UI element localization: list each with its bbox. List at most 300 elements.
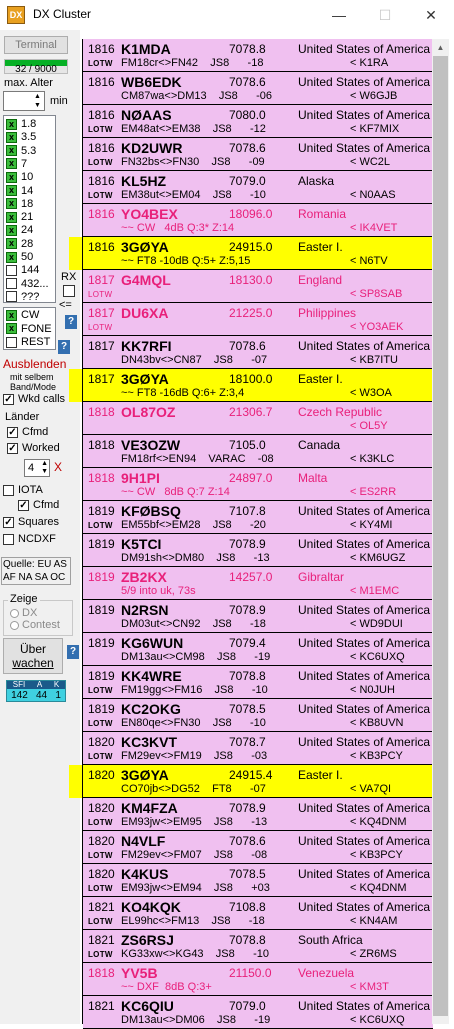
spot-row[interactable] — [83, 39, 433, 72]
spot-callsign: KK7RFI — [121, 338, 172, 354]
spot-country: Romania — [298, 207, 347, 221]
spot-spotter: < KC6UXQ — [350, 651, 405, 663]
spot-frequency: 7078.5 — [229, 867, 266, 881]
spot-time: 1820 — [88, 801, 115, 815]
checkbox-unchecked-icon[interactable] — [6, 278, 17, 289]
spot-time: 1820 — [88, 867, 115, 881]
spot-callsign: KC6QIU — [121, 998, 174, 1014]
spot-frequency: 18130.0 — [229, 273, 273, 287]
spot-callsign: KO4KQK — [121, 899, 181, 915]
spot-country: Canada — [298, 438, 341, 452]
spot-row[interactable] — [83, 699, 433, 732]
spot-time: 1819 — [88, 636, 115, 650]
spot-frequency: 7105.0 — [229, 438, 266, 452]
spot-frequency: 21225.0 — [229, 306, 273, 320]
spot-spotter: < OL5Y — [350, 420, 388, 432]
band-filter-item[interactable] — [6, 291, 39, 304]
band-filter-list — [3, 115, 56, 303]
ueberwachen-button[interactable] — [3, 638, 63, 674]
band-filter-item[interactable] — [6, 158, 27, 171]
band-filter-item[interactable] — [6, 118, 36, 131]
band-label: 1.8 — [21, 118, 37, 130]
checkbox-checked-icon[interactable] — [6, 323, 17, 334]
spot-spotter: < KM6UGZ — [350, 552, 406, 564]
checkbox-checked-icon[interactable] — [6, 132, 17, 143]
spot-time: 1819 — [88, 504, 115, 518]
spot-time: 1816 — [88, 42, 115, 56]
spot-info: EM38ut<>EM04 JS8 -10 — [121, 189, 266, 201]
spot-info: ~~ CW 8dB Q:7 Z:14 — [121, 486, 230, 498]
rx-checkbox[interactable] — [63, 285, 75, 297]
band-label: 24 — [21, 224, 34, 237]
spot-lotw-badge: LOTW — [88, 323, 113, 332]
spot-row[interactable] — [83, 963, 433, 996]
cfmd-checkbox[interactable] — [7, 426, 48, 438]
mode-label: CW — [21, 309, 40, 321]
checkbox-checked-icon[interactable] — [3, 394, 14, 405]
spot-country: United States of America — [298, 867, 431, 881]
spot-country: United States of America — [298, 75, 431, 89]
spot-time: 1816 — [88, 240, 115, 254]
spot-time: 1816 — [88, 75, 115, 89]
checkbox-checked-icon[interactable] — [6, 172, 17, 183]
spot-info: ~~ FT8 -10dB Q:5+ Z:5,15 — [121, 255, 251, 267]
spot-row[interactable] — [83, 666, 433, 699]
spot-callsign: KM4FZA — [121, 800, 178, 816]
spot-time: 1819 — [88, 669, 115, 683]
band-filter-item[interactable] — [6, 131, 36, 144]
spot-time: 1819 — [88, 537, 115, 551]
a-header: A — [36, 680, 43, 689]
spot-lotw-badge: LOTW — [88, 59, 113, 68]
spot-callsign: KD2UWR — [121, 140, 183, 156]
spot-frequency: 7080.0 — [229, 108, 266, 122]
zeige-label: Zeige — [10, 593, 38, 605]
mit-selbem-line1: mit selbem — [10, 372, 54, 382]
spot-time: 1818 — [88, 405, 115, 419]
sfi-value: 142 — [11, 690, 28, 701]
radio-icon[interactable] — [10, 621, 19, 630]
spot-spotter: < N6TV — [350, 255, 388, 267]
band-label: 50 — [21, 251, 34, 263]
spot-lotw-badge: LOTW — [88, 686, 113, 695]
checkbox-checked-icon[interactable] — [6, 238, 17, 249]
spot-spotter: < KC6UXQ — [350, 1014, 405, 1026]
spot-frequency: 7078.9 — [229, 603, 266, 617]
ncdxf-label: NCDXF — [18, 533, 56, 545]
spot-time: 1816 — [88, 141, 115, 155]
spot-time: 1818 — [88, 438, 115, 452]
spot-info: DM13au<>DM06 JS8 -19 — [121, 1014, 271, 1026]
spot-time: 1817 — [88, 273, 115, 287]
cfmd2-label: Cfmd — [33, 499, 60, 511]
ausblenden-label: Ausblenden — [3, 357, 67, 371]
spot-row[interactable] — [83, 798, 433, 831]
spot-info: KG33xw<>KG43 JS8 -10 — [121, 948, 269, 960]
mit-selbem-line2: Band/Mode — [10, 382, 57, 392]
spot-callsign: 3GØYA — [121, 371, 169, 387]
spot-row[interactable] — [83, 534, 433, 567]
spot-row[interactable] — [83, 765, 433, 798]
spot-row[interactable] — [83, 237, 433, 270]
spot-info: EM55bf<>EM28 JS8 -20 — [121, 519, 266, 531]
spot-country: United States of America — [298, 537, 431, 551]
spot-spotter: < KB8UVN — [350, 717, 404, 729]
spot-frequency: 7079.0 — [229, 999, 266, 1013]
spot-country: Philippines — [298, 306, 357, 320]
spot-row[interactable] — [83, 369, 433, 402]
band-filter-item[interactable] — [6, 171, 33, 184]
checkbox-unchecked-icon[interactable] — [6, 291, 17, 302]
spot-callsign: YV5B — [121, 965, 158, 981]
worked-label: Worked — [22, 442, 60, 454]
spot-lotw-badge: LOTW — [88, 158, 113, 167]
band-filter-item[interactable] — [6, 264, 39, 277]
mode-filter-item[interactable] — [6, 323, 52, 336]
mode-label: REST — [21, 336, 51, 348]
spot-info: EN80qe<>FN30 JS8 -10 — [121, 717, 266, 729]
spot-spotter: < W3OA — [350, 387, 392, 399]
spot-row[interactable] — [83, 501, 433, 534]
spot-callsign: NØAAS — [121, 107, 172, 123]
spot-lotw-badge: LOTW — [88, 950, 113, 959]
scroll-thumb[interactable] — [433, 56, 448, 1016]
spot-country: United States of America — [298, 339, 431, 353]
spot-frequency: 7078.7 — [229, 735, 266, 749]
spot-lotw-badge: LOTW — [88, 290, 113, 299]
band-filter-item[interactable] — [6, 251, 33, 264]
spot-frequency: 7078.6 — [229, 75, 266, 89]
spot-time: 1819 — [88, 702, 115, 716]
spot-spotter: < KQ4DNM — [350, 816, 407, 828]
mode-filter-item[interactable] — [6, 309, 39, 322]
checkbox-checked-icon[interactable] — [6, 212, 17, 223]
spot-row[interactable] — [83, 336, 433, 369]
band-filter-item[interactable] — [6, 224, 33, 237]
spot-time: 1817 — [88, 372, 115, 386]
spot-time: 1818 — [88, 966, 115, 980]
spot-row[interactable] — [83, 402, 433, 435]
band-label: 432... — [21, 277, 49, 290]
copy-left-arrow[interactable]: <= — [59, 299, 72, 311]
spot-callsign: 3GØYA — [121, 239, 169, 255]
checkbox-unchecked-icon[interactable] — [6, 337, 17, 348]
max-alter-label: max. Alter — [4, 77, 53, 89]
spot-spotter: < KY4MI — [350, 519, 393, 531]
spot-row[interactable] — [83, 138, 433, 171]
spot-spotter: < K1RA — [350, 57, 389, 69]
spot-lotw-badge: LOTW — [88, 884, 113, 893]
spot-row[interactable] — [83, 732, 433, 765]
band-filter-item[interactable] — [6, 238, 33, 251]
spot-row[interactable] — [83, 930, 433, 963]
spot-time: 1819 — [88, 603, 115, 617]
spot-callsign: KG6WUN — [121, 635, 184, 651]
checkbox-checked-icon[interactable] — [3, 517, 14, 528]
progress-bar — [4, 59, 68, 74]
spot-list[interactable] — [82, 39, 432, 1024]
spot-row[interactable] — [83, 600, 433, 633]
checkbox-checked-icon[interactable] — [6, 145, 17, 156]
spot-spotter: < KM3T — [350, 981, 389, 993]
spot-info: EM93jw<>EM94 JS8 +03 — [121, 882, 270, 894]
spot-frequency: 7078.8 — [229, 669, 266, 683]
band-filter-item[interactable] — [6, 145, 36, 158]
cfmd2-checkbox[interactable] — [18, 499, 59, 511]
spot-row[interactable] — [83, 72, 433, 105]
spot-spotter: < K3KLC — [350, 453, 395, 465]
spot-row[interactable] — [83, 897, 433, 930]
ncdxf-checkbox[interactable] — [3, 533, 56, 545]
spot-lotw-badge: LOTW — [88, 125, 113, 134]
quelle-line2: AF NA SA OC — [3, 572, 66, 583]
spot-row[interactable] — [83, 204, 433, 237]
spot-time: 1820 — [88, 768, 115, 782]
spot-info: EL99hc<>FM13 JS8 -18 — [121, 915, 265, 927]
spot-callsign: KC2OKG — [121, 701, 181, 717]
worked-checkbox[interactable] — [7, 442, 60, 454]
spot-lotw-badge: LOTW — [88, 521, 113, 530]
terminal-button[interactable]: Terminal — [4, 36, 68, 54]
checkbox-checked-icon[interactable] — [6, 158, 17, 169]
spot-country: Malta — [298, 471, 328, 485]
laender-label: Länder — [5, 411, 40, 423]
help-icon[interactable]: ? — [58, 340, 70, 354]
band-label: 14 — [21, 184, 34, 197]
spot-callsign: 9H1PI — [121, 470, 160, 486]
spot-time: 1816 — [88, 174, 115, 188]
radio-icon[interactable] — [10, 609, 19, 618]
control-panel — [0, 30, 80, 1024]
spot-callsign: DU6XA — [121, 305, 169, 321]
checkbox-checked-icon[interactable] — [7, 443, 18, 454]
spot-callsign: K1MDA — [121, 41, 171, 57]
band-label: 28 — [21, 237, 34, 250]
highlight-marker — [69, 765, 82, 798]
spot-info: DM91sh<>DM80 JS8 -13 — [121, 552, 270, 564]
ueber-line2: wachen — [12, 656, 54, 670]
spot-info: CO70jb<>DG52 FT8 -07 — [121, 783, 266, 795]
mode-label: FONE — [21, 322, 52, 335]
spot-time: 1816 — [88, 207, 115, 221]
dx-cluster-icon: DX — [7, 6, 25, 24]
window-title: DX Cluster — [33, 7, 92, 21]
checkbox-checked-icon[interactable] — [6, 225, 17, 236]
progress-text: 32 / 9000 — [15, 64, 57, 75]
iota-label: IOTA — [18, 484, 43, 496]
band-label: 10 — [21, 171, 34, 184]
spot-frequency: 7078.5 — [229, 702, 266, 716]
spot-frequency: 7108.8 — [229, 900, 266, 914]
spot-country: United States of America — [298, 801, 431, 815]
maximize-button[interactable]: ☐ — [378, 7, 392, 23]
title-bar — [0, 0, 454, 30]
iota-checkbox[interactable] — [3, 484, 43, 496]
spot-row[interactable] — [83, 633, 433, 666]
spot-spotter: < KQ4DNM — [350, 882, 407, 894]
cfmd-label: Cfmd — [22, 426, 49, 438]
spot-time: 1821 — [88, 900, 115, 914]
close-button[interactable]: ✕ — [425, 7, 437, 23]
dx-radio-label: DX — [22, 607, 38, 619]
spot-country: United States of America — [298, 141, 431, 155]
spot-frequency: 7079.0 — [229, 174, 266, 188]
spot-row[interactable] — [83, 435, 433, 468]
a-value: 44 — [35, 690, 48, 701]
spot-frequency: 7078.6 — [229, 339, 266, 353]
spinner-arrows-icon[interactable]: ▲ ▼ — [34, 93, 41, 109]
checkbox-checked-icon[interactable] — [6, 310, 17, 321]
worked-value: 4 — [28, 462, 35, 474]
spot-country: United States of America — [298, 735, 431, 749]
spot-time: 1818 — [88, 471, 115, 485]
spot-spotter: < SP8SAB — [350, 288, 403, 300]
spot-country: United States of America — [298, 669, 431, 683]
band-label: 144 — [21, 264, 40, 277]
spot-lotw-badge: LOTW — [88, 719, 113, 728]
spot-country: United States of America — [298, 834, 431, 848]
band-filter-item[interactable] — [6, 185, 33, 198]
highlight-marker — [69, 237, 82, 270]
spot-row[interactable] — [83, 270, 433, 303]
spot-frequency: 21150.0 — [229, 966, 272, 980]
spot-info: FM29ev<>FM07 JS8 -08 — [121, 849, 268, 861]
contest-radio-label: Contest — [22, 619, 60, 631]
spot-row[interactable] — [83, 996, 433, 1029]
band-label: 5.3 — [21, 144, 37, 157]
spot-info: 5/9 into uk, 73s — [121, 585, 196, 597]
spot-frequency: 7078.9 — [229, 801, 266, 815]
help-icon[interactable]: ? — [65, 315, 77, 329]
spot-row[interactable] — [83, 171, 433, 204]
spot-frequency: 7078.8 — [229, 42, 266, 56]
spot-spotter: < KB3PCY — [350, 849, 403, 861]
spot-country: United States of America — [298, 999, 431, 1013]
band-label: 21 — [21, 211, 34, 224]
spot-frequency: 7078.6 — [229, 834, 266, 848]
checkbox-checked-icon[interactable] — [18, 500, 29, 511]
checkbox-checked-icon[interactable] — [6, 119, 17, 130]
checkbox-checked-icon[interactable] — [6, 198, 17, 209]
spot-spotter: < KN4AM — [350, 915, 398, 927]
band-label: 18 — [21, 197, 34, 210]
spot-info: FM29ev<>FM19 JS8 -03 — [121, 750, 268, 762]
checkbox-checked-icon[interactable] — [6, 185, 17, 196]
spinner-arrows-icon[interactable]: ▲ ▼ — [41, 460, 48, 475]
quelle-filter[interactable] — [1, 557, 71, 585]
spot-country: United States of America — [298, 108, 431, 122]
spot-info: EM93jw<>EM95 JS8 -13 — [121, 816, 268, 828]
spot-info: DM13au<>CM98 JS8 -19 — [121, 651, 271, 663]
spot-spotter: < N0AAS — [350, 189, 396, 201]
spot-country: Easter I. — [298, 240, 343, 254]
spot-spotter: < ZR6MS — [350, 948, 397, 960]
spot-callsign: OL87OZ — [121, 404, 176, 420]
spot-frequency: 7078.9 — [229, 537, 266, 551]
band-filter-item[interactable] — [6, 211, 33, 224]
spot-frequency: 14257.0 — [229, 570, 273, 584]
spot-country: Venezuela — [298, 966, 355, 980]
spot-spotter: < ES2RR — [350, 486, 397, 498]
checkbox-unchecked-icon[interactable] — [3, 534, 14, 545]
spot-row[interactable] — [83, 567, 433, 600]
spot-country: United States of America — [298, 702, 431, 716]
scroll-up-icon[interactable]: ▲ — [436, 43, 445, 52]
spot-info: ~~ DXF 8dB Q:3+ — [121, 981, 212, 993]
spot-frequency: 7079.4 — [229, 636, 266, 650]
spot-row[interactable] — [83, 105, 433, 138]
rx-label: RX — [61, 271, 77, 283]
spot-time: 1820 — [88, 735, 115, 749]
mit-selbem-label — [10, 372, 56, 392]
band-filter-item[interactable] — [6, 278, 49, 291]
spot-row[interactable] — [83, 864, 433, 897]
worked-clear-button[interactable]: X — [54, 460, 63, 474]
checkbox-unchecked-icon[interactable] — [3, 485, 14, 496]
squares-label: Squares — [18, 516, 59, 528]
checkbox-unchecked-icon[interactable] — [6, 265, 17, 276]
spot-country: Gibraltar — [298, 570, 345, 584]
band-filter-item[interactable] — [6, 198, 33, 211]
spot-country: United States of America — [298, 900, 431, 914]
spot-info: ~~ FT8 -16dB Q:6+ Z:3,4 — [121, 387, 245, 399]
solar-data-panel — [6, 680, 66, 702]
spot-spotter: < N0JUH — [350, 684, 395, 696]
mode-filter-item[interactable] — [6, 336, 50, 349]
squares-checkbox[interactable] — [3, 516, 59, 528]
spot-spotter: < W6GJB — [350, 90, 398, 102]
spot-row[interactable] — [83, 303, 433, 336]
dx-radio[interactable] — [10, 607, 37, 619]
spot-country: Easter I. — [298, 372, 343, 386]
spot-frequency: 18096.0 — [229, 207, 273, 221]
solar-values — [7, 690, 65, 701]
wkd-calls-label: Wkd calls — [18, 393, 66, 405]
spot-callsign: KC3KVT — [121, 734, 178, 750]
spot-time: 1816 — [88, 108, 115, 122]
spot-callsign: N2RSN — [121, 602, 169, 618]
band-label: ??? — [21, 290, 40, 303]
spot-country: England — [298, 273, 343, 287]
mode-filter-list — [3, 307, 56, 350]
minimize-button[interactable]: — — [332, 7, 346, 23]
band-label: 3.5 — [21, 131, 37, 144]
checkbox-checked-icon[interactable] — [7, 427, 18, 438]
k-header: K — [53, 680, 60, 689]
spot-row[interactable] — [83, 468, 433, 501]
contest-radio[interactable] — [10, 619, 60, 631]
spot-frequency: 7078.8 — [229, 933, 266, 947]
spot-callsign: N4VLF — [121, 833, 166, 849]
quelle-line1: Quelle: EU AS — [3, 559, 67, 570]
spot-callsign: KK4WRE — [121, 668, 182, 684]
spot-info: CM87wa<>DM13 JS8 -06 — [121, 90, 273, 102]
spot-lotw-badge: LOTW — [88, 917, 113, 926]
spot-country: United States of America — [298, 42, 431, 56]
spot-spotter: < WC2L — [350, 156, 391, 168]
spot-row[interactable] — [83, 831, 433, 864]
worked-spinner[interactable] — [24, 459, 50, 477]
spot-info: ~~ CW 4dB Q:3* Z:14 — [121, 222, 235, 234]
spot-spotter: < VA7QI — [350, 783, 392, 795]
help-icon[interactable]: ? — [67, 645, 79, 659]
solar-header — [7, 681, 65, 689]
wkd-calls-checkbox[interactable] — [3, 393, 65, 405]
spot-callsign: YO4BEX — [121, 206, 178, 222]
k-value: 1 — [55, 690, 61, 701]
spot-list-scrollbar[interactable] — [432, 39, 449, 1024]
checkbox-checked-icon[interactable] — [6, 252, 17, 263]
